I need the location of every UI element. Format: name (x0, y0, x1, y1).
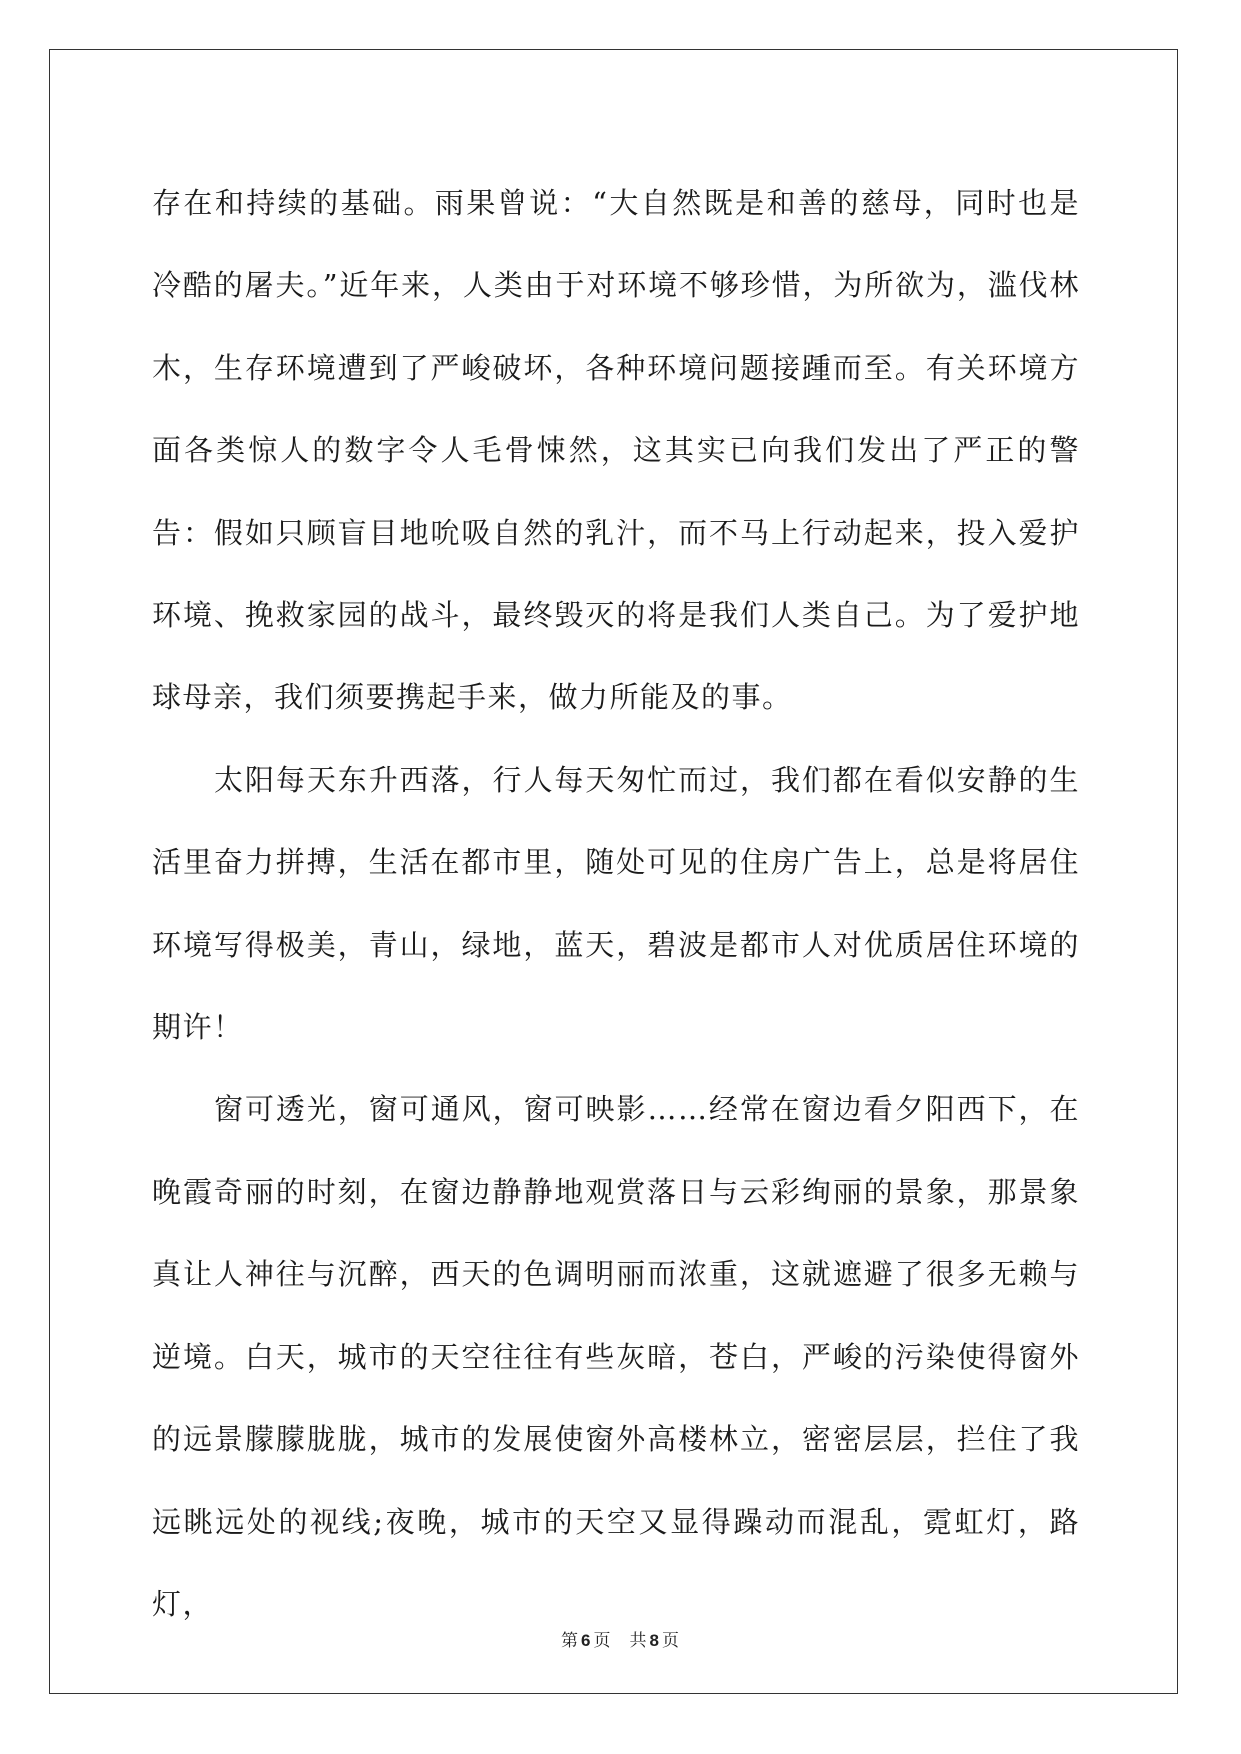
page-footer (0, 1626, 1241, 1651)
total-page-number: 8 (649, 1631, 660, 1650)
page-suffix: 页 (593, 1631, 612, 1651)
total-prefix: 共 (629, 1631, 648, 1651)
page-prefix: 第 (561, 1631, 580, 1651)
document-body (152, 162, 1080, 1645)
paragraph-3: 窗可透光，窗可通风，窗可映影……经常在窗边看夕阳西下，在晚霞奇丽的时刻，在窗边静静地观赏落日与云彩绚丽的景象，那景象真让人神往与沉醉，西天的色调明丽而浓重，这就遮避了很多无赖与逆境。白天，城市的天空往往有些灰暗，苍白，严峻的污染使得窗外的远景朦朦胧胧，城市的发展使窗外高楼林立，密密层层，拦住了我远眺远处的视线;夜晚，城市的天空又显得躁动而混乱，霓虹灯，路灯， (152, 1092, 1080, 1621)
current-page-number: 6 (581, 1631, 592, 1650)
paragraph-2: 太阳每天东升西落，行人每天匆忙而过，我们都在看似安静的生活里奋力拼搏，生活在都市里，随处可见的住房广告上，总是将居住环境写得极美，青山，绿地，蓝天，碧波是都市人对优质居住环境的期许！ (152, 762, 1080, 1045)
total-suffix: 页 (661, 1631, 680, 1651)
paragraph-1: 存在和持续的基础。雨果曾说：“大自然既是和善的慈母，同时也是冷酷的屠夫。”近年来，人类由于对环境不够珍惜，为所欲为，滥伐林木，生存环境遭到了严峻破坏，各种环境问题接踵而至。有关环境方面各类惊人的数字令人毛骨悚然，这其实已向我们发出了严正的警告：假如只顾盲目地吮吸自然的乳汁，而不马上行动起来，投入爱护环境、挽救家园的战斗，最终毁灭的将是我们人类自己。为了爱护地球母亲，我们须要携起手来，做力所能及的事。 (152, 186, 1080, 715)
